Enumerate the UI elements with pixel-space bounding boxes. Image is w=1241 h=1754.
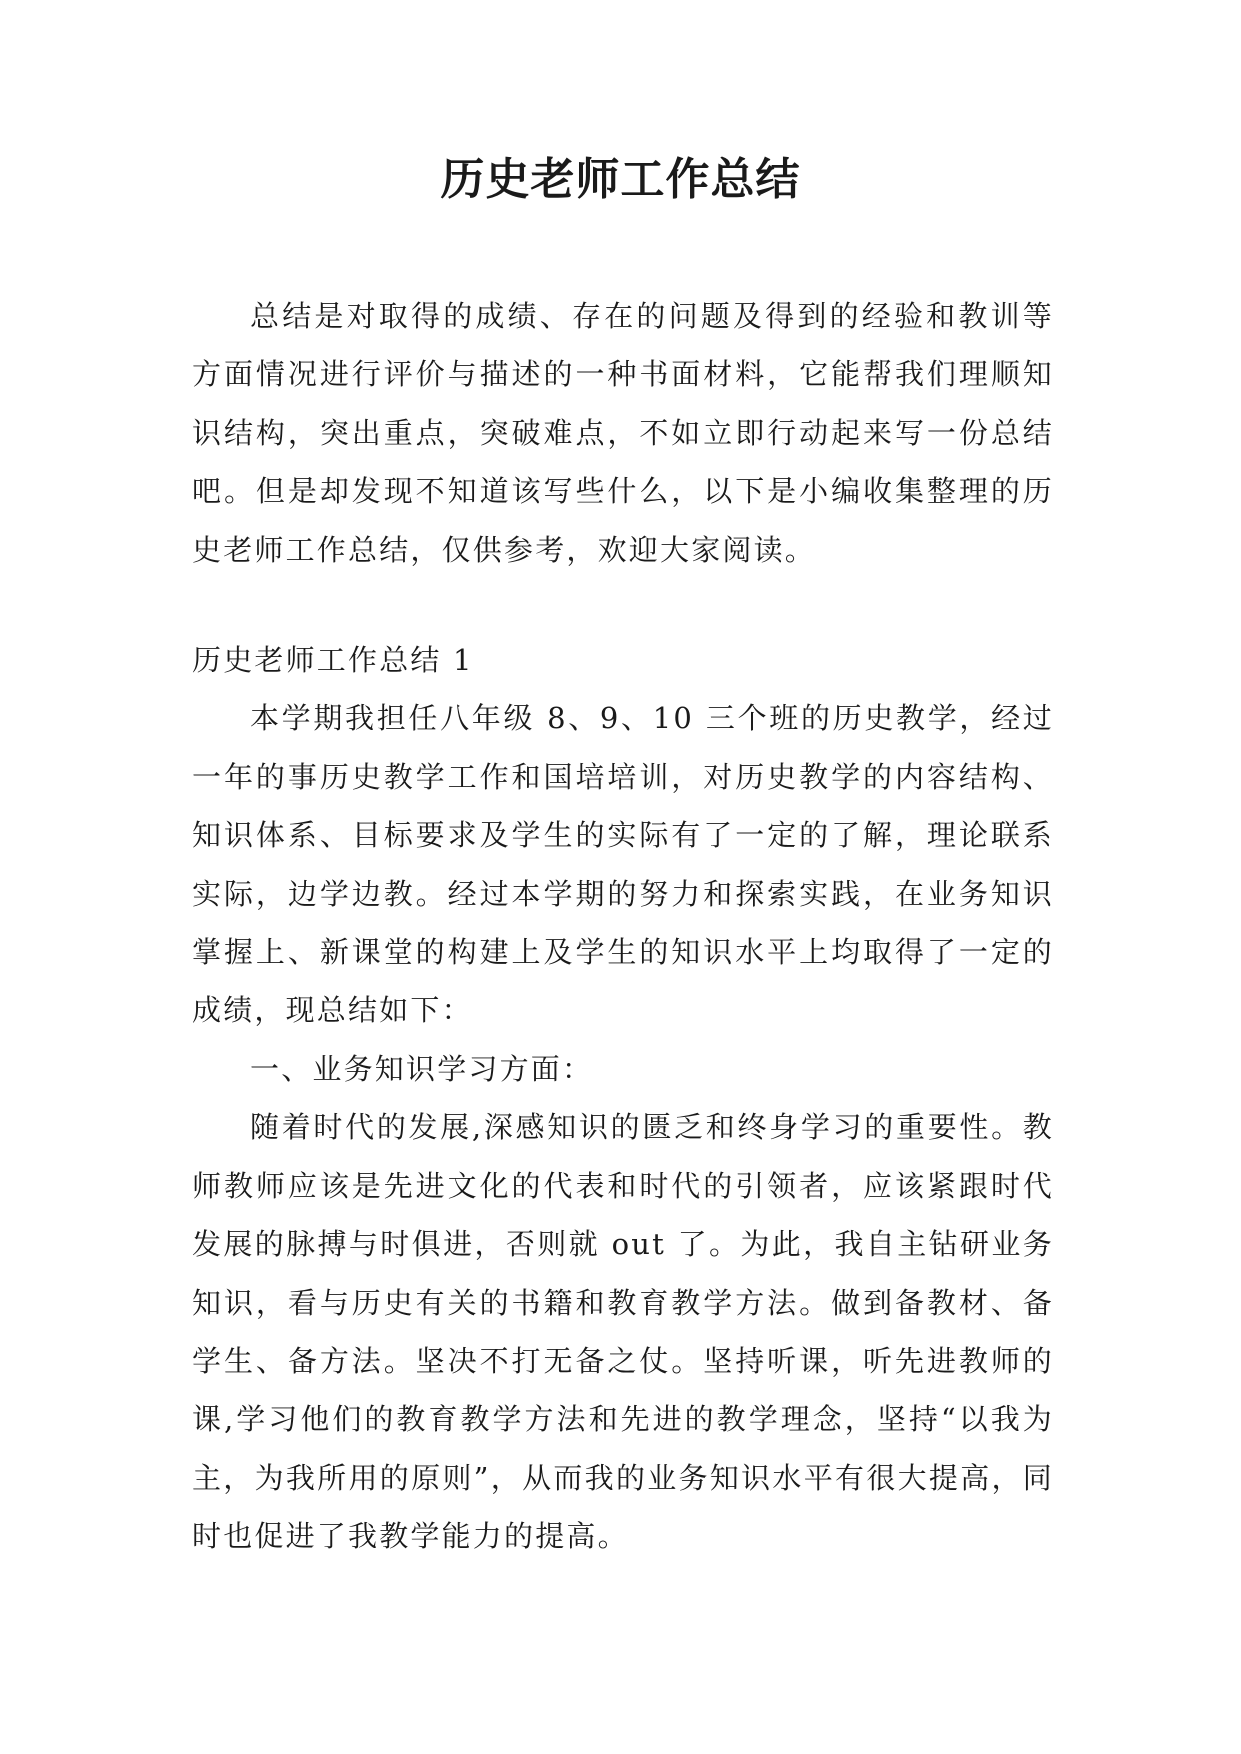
section-paragraph-2: 随着时代的发展,深感知识的匮乏和终身学习的重要性。教师教师应该是先进文化的代表和时代的引领者，应该紧跟时代发展的脉搏与时俱进，否则就 out 了。为此，我自主钻研业务知识，看与历史有关的书籍和教育教学方法。做到备教材、备学生、备方法。坚决不打无备之仗。坚持听课，听先进教师的课,学习他们的教育教学方法和先进的教学理念，坚持“以我为主，为我所用的原则”，从而我的业务知识水平有很大提高，同时也促进了我教学能力的提高。 — [192, 1110, 1054, 1554]
subheading-business-knowledge: 一、业务知识学习方面： — [250, 1051, 594, 1086]
intro-paragraph: 总结是对取得的成绩、存在的问题及得到的经验和教训等方面情况进行评价与描述的一种书面材料，它能帮我们理顺知识结构，突出重点，突破难点，不如立即行动起来写一份总结吧。但是却发现不知道该写些什么，以下是小编收集整理的历史老师工作总结，仅供参考，欢迎大家阅读。 — [192, 299, 1054, 567]
document-body — [192, 287, 1054, 1566]
document-title: 历史老师工作总结 — [440, 154, 801, 205]
section-heading: 历史老师工作总结 1 — [192, 643, 474, 678]
section-paragraph-1: 本学期我担任八年级 8、9、10 三个班的历史教学，经过一年的事历史教学工作和国培培训，对历史教学的内容结构、知识体系、目标要求及学生的实际有了一定的了解，理论联系实际，边学边教。经过本学期的努力和探索实践，在业务知识掌握上、新课堂的构建上及学生的知识水平上均取得了一定的成绩，现总结如下： — [192, 701, 1054, 1028]
paragraph-spacer — [192, 579, 1054, 631]
